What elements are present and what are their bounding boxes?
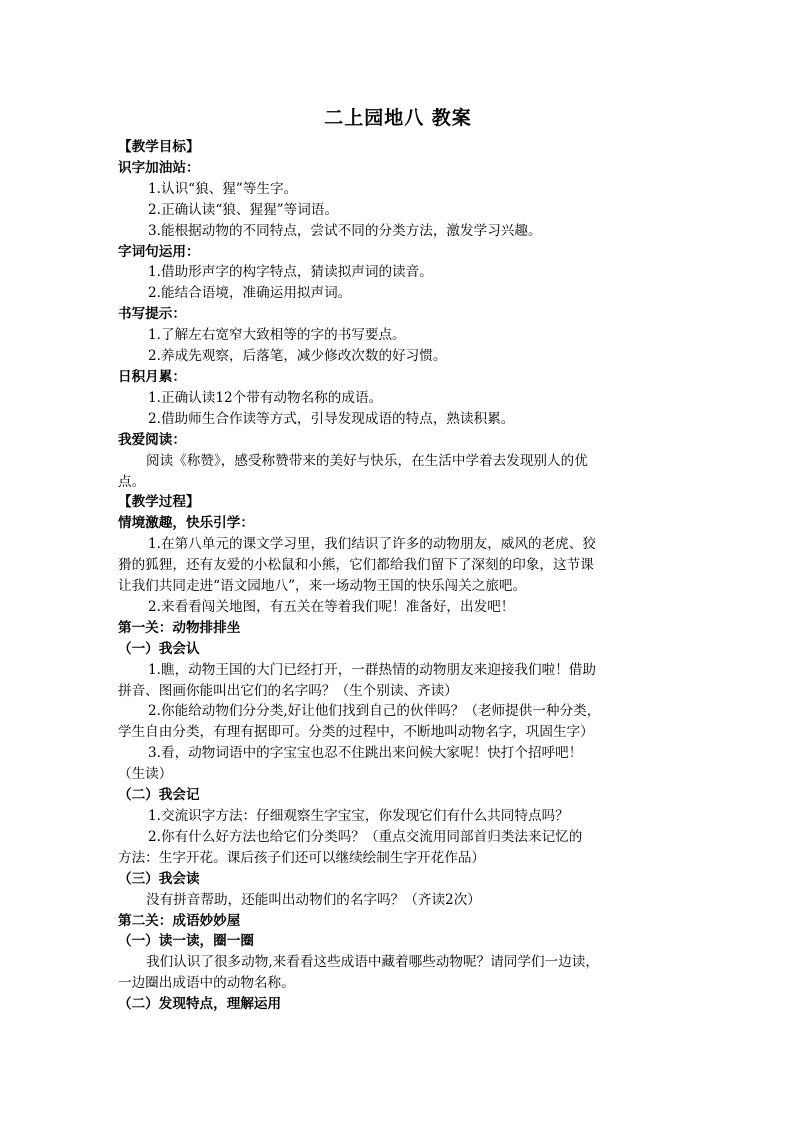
- text-line: 2.正确认读“狼、猩猩”等词语。: [148, 201, 338, 218]
- section-heading: 我爱阅读：: [118, 431, 186, 448]
- text-line: 1.正确认读12个带有动物名称的成语。: [148, 389, 383, 406]
- section-heading: （三）我会读: [118, 870, 200, 887]
- section-heading: （二）发现特点，理解运用: [118, 996, 282, 1013]
- section-heading: 【教学过程】: [118, 494, 200, 511]
- section-heading: 书写提示：: [118, 306, 186, 323]
- section-heading: （一）我会认: [118, 640, 200, 657]
- text-line: 方法：生字开花。课后孩子们还可以继续绘制生字开花作品）: [118, 849, 486, 866]
- section-heading: 字词句运用：: [118, 243, 200, 260]
- text-line: 拼音、图画你能叫出它们的名字吗？（生个别读、齐读）: [118, 682, 458, 699]
- document-page: [118, 103, 678, 1015]
- section-heading: 【教学目标】: [118, 139, 200, 155]
- text-line: 3.能根据动物的不同特点，尝试不同的分类方法，激发学习兴趣。: [148, 222, 542, 239]
- section-heading: 情境激趣，快乐引学：: [118, 515, 254, 532]
- section-heading: 识字加油站：: [118, 159, 200, 176]
- text-line: 1.交流识字方法：仔细观察生字宝宝，你发现它们有什么共同特点吗？: [148, 808, 569, 824]
- text-line: 学生自由分类，有理有据即可。分类的过程中，不断地叫动物名字，巩固生字）: [118, 724, 594, 741]
- text-line: 3.看，动物词语中的字宝宝也忍不住跳出来问候大家呢！快打个招呼吧！: [148, 745, 583, 762]
- section-heading: 第二关：成语妙妙屋: [118, 912, 241, 929]
- text-line: 2.养成先观察，后落笔，减少修改次数的好习惯。: [148, 348, 447, 365]
- text-line: （生读）: [118, 766, 173, 783]
- text-line: 猾的狐狸，还有友爱的小松鼠和小熊，它们都给我们留下了深刻的印象，这节课: [118, 557, 594, 574]
- text-line: 让我们共同走进“语文园地八”，来一场动物王国的快乐闯关之旅吧。: [118, 578, 527, 595]
- text-line: 1.了解左右宽窄大致相等的字的书写要点。: [148, 327, 406, 344]
- section-heading: 日积月累：: [118, 368, 186, 385]
- text-line: 2.你能给动物们分分类,好让他们找到自己的伙伴吗？（老师提供一种分类，: [148, 703, 601, 720]
- text-line: 1.在第八单元的课文学习里，我们结识了许多的动物朋友，威风的老虎、狡: [148, 536, 596, 553]
- text-line: 没有拼音帮助，还能叫出动物们的名字吗？（齐读2次）: [146, 891, 481, 908]
- text-line: 我们认识了很多动物,来看看这些成语中藏着哪些动物呢？请同学们一边读，: [146, 954, 599, 971]
- text-line: 1.瞧，动物王国的大门已经打开，一群热情的动物朋友来迎接我们啦！借助: [148, 661, 596, 678]
- document-body: [118, 137, 678, 1015]
- text-line: 点。: [118, 473, 146, 490]
- section-heading: （一）读一读，圈一圈: [118, 933, 254, 950]
- text-line: 2.借助师生合作读等方式，引导发现成语的特点，熟读积累。: [148, 410, 515, 427]
- text-line: 一边圈出成语中的动物名称。: [118, 975, 295, 992]
- text-line: 阅读《称赞》，感受称赞带来的美好与快乐，在生活中学着去发现别人的优: [146, 452, 588, 469]
- text-line: 1.认识“狼、猩”等生字。: [148, 180, 298, 197]
- document-title: 二上园地八 教案: [324, 107, 472, 129]
- text-line: 2.来看看闯关地图，有五关在等着我们呢！准备好，出发吧！: [148, 598, 515, 615]
- section-heading: 第一关：动物排排坐: [118, 619, 241, 636]
- text-line: 2.你有什么好方法也给它们分类吗？（重点交流用同部首归类法来记忆的: [148, 828, 583, 845]
- text-line: 1.借助形声字的构字特点，猜读拟声词的读音。: [148, 264, 433, 281]
- section-heading: （二）我会记: [118, 787, 200, 804]
- text-line: 2.能结合语境，准确运用拟声词。: [148, 285, 352, 302]
